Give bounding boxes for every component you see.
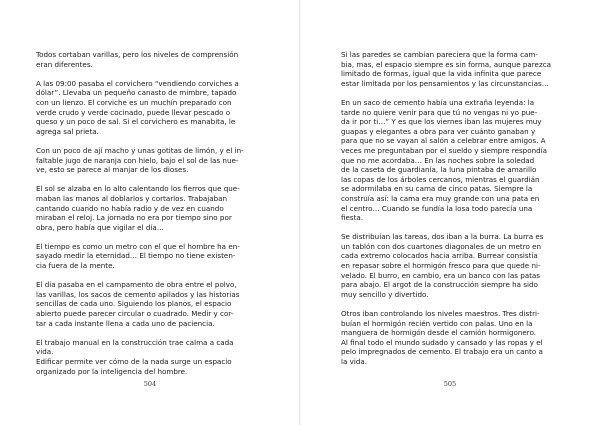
text-line: vida. [36,347,54,357]
text-line: fiesta. [341,213,364,223]
text-line: la vida. [341,357,368,366]
text-line: cada extremo colocados hacia arriba. Burrear consistía [341,251,538,261]
text-line: faltable jugo de naranja con hielo, bajo el sol de las nue- [36,155,239,165]
text-line: queso y un poco de sal. Si el corvichero es manabita, le [36,117,236,127]
text-line: limitado de formas, igual que la vida infinita que parece [341,69,542,79]
text-line: Con un poco de ají macho y unas gotitas de limón, y el in- [36,145,244,155]
paragraph [341,232,579,299]
paragraph [36,338,274,376]
text-line: sencillas de cada uno. Siguiendo los planos, el espacio [36,299,232,309]
text-line: Si las paredes se cambian pareciera que la forma cam- [341,50,538,59]
text-line: veces me preguntaban por el sueldo y siempre respondía [341,145,547,155]
text-line: sayado medir la eternidad… El tiempo no tiene existen- [36,251,236,261]
paragraph [36,242,274,271]
text-line: guapas y elegantes a obra para ver cuánto ganaban y [341,126,536,136]
text-line: pelo impregnados de cemento. El trabajo era un canto a [341,347,543,357]
paragraph [341,309,579,367]
text-line: verde crudo y verde cocinado, puede llevar pescado o [36,107,231,117]
paragraph [36,280,274,328]
text-line: miraban el reloj. La jornada no era por tiempo sino por [36,213,232,223]
text-line: Se distribuían las tareas, dos iban a la burra. La burra es [341,232,544,242]
text-line: El sol se alzaba en lo alto calentando los fierros que que- [36,184,240,194]
paragraph [36,184,274,232]
text-line: construía así: la cama era muy grande con una pata en [341,193,540,203]
text-line: bia, mas, el espacio siempre es sin forma, aunque parezca [341,59,551,69]
text-line: maban las manos al doblarlos y cortarlos. Trabajaban [36,193,228,203]
text-line: tarde no quiere venir para que tú no vengas ni yo pue- [341,107,538,117]
text-line: El día pasaba en el campamento de obra entre el polvo, [36,280,237,290]
text-line: Otros iban controlando los niveles maestros. Tres distri- [341,309,540,319]
right-page-text [341,50,579,367]
text-line: para que no se vayan al salón a celebrar entre amigos. A [341,136,546,146]
paragraph [36,50,274,69]
text-line: En un saco de cemento había una extraña leyenda: la [341,97,535,107]
text-line: Edificar permite ver cómo de la nada surge un espacio [36,357,232,366]
text-line: dólar”. Llevaba un pequeño canasto de mimbre, tapado [36,88,237,98]
right-page [300,0,600,425]
text-line: un tablón con dos cuartones diagonales de un metro en [341,241,542,251]
text-line: Al final todo el mundo sudado y cansado y las ropas y el [341,337,543,347]
text-line: obra, pero había que vigilar el día… [36,222,164,232]
text-line: organizado por la inteligencia del hombre. [36,366,188,376]
text-line: eran diferentes. [36,59,93,69]
text-line: agrega sal prieta. [36,126,99,136]
text-line: velado. El burro, en cambio, era un banco con las patas [341,270,541,280]
left-page-number: 504 [143,380,157,388]
text-line: cia fuera de la mente. [36,261,115,271]
text-line: A las 09:00 pasaba el corvichero “vendiendo corviches a [36,78,239,88]
text-line: el centro… Cuando se fundía la losa todo parecía una [341,203,533,213]
text-line: en repasar sobre el hormigón fresco para que quede ni- [341,261,541,271]
text-line: ve, esto se parece al manjar de los dioses. [36,165,189,175]
text-line: manguera de hormigón desde el camión hormigonero. [341,328,537,338]
text-line: con un lienzo. El corviche es un muchín preparado con [36,97,232,107]
text-line: Todos cortaban varillas, pero los niveles de comprensión [36,50,239,59]
text-line: muy sencillo y divertido. [341,289,429,299]
text-line: da ir por ti…” Y es que los viernes iban las mujeres muy [341,117,542,127]
text-line: El trabajo manual en la construcción trae calma a cada [36,337,234,347]
text-line: de la caseta de guardianía, la luna pintaba de amarillo [341,165,537,175]
paragraph [36,146,274,175]
text-line: las varillas, los sacos de cemento apilados y las historias [36,289,240,299]
text-line: que no me acordaba… En las noches sobre la soledad [341,155,535,165]
paragraph [341,50,579,88]
paragraph [341,98,579,223]
text-line: las copas de los árboles cercanos, mientras el guardián [341,174,540,184]
text-line: cantando cuando no había radio y de vez en cuando [36,203,224,213]
paragraph [36,79,274,137]
text-line: buían el hormigón recién vertido con palas. Uno en la [341,318,533,328]
text-line: para abajo. El argot de la construcción siempre ha sido [341,280,538,290]
left-page-text [36,50,274,376]
text-line: estar limitada por los pensamientos y las circunstancias… [341,78,549,88]
text-line: abierto puede parecer circular o cuadrado. Medir y cor- [36,309,234,319]
text-line: se adormilaba en su cama de cinco patas. Siempre la [341,184,533,194]
text-line: El tiempo es como un metro con el que el hombre ha en- [36,241,240,251]
right-page-number: 505 [443,380,457,388]
text-line: tar a cada instante llena a cada uno de paciencia. [36,318,215,328]
